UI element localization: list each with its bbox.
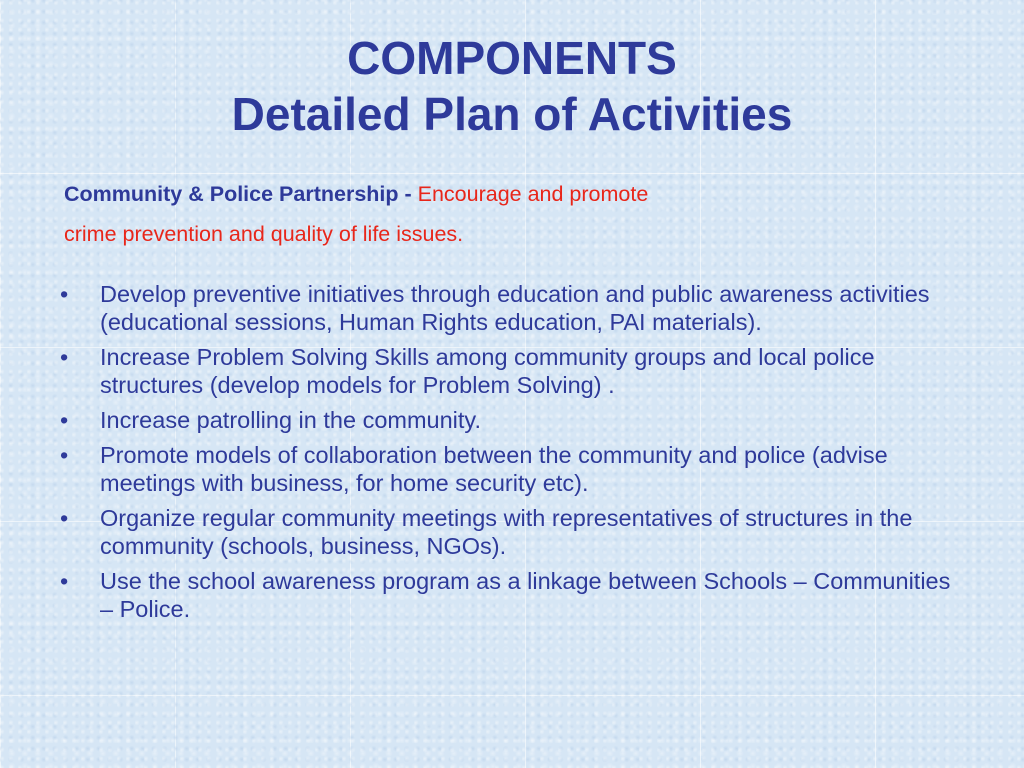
- title-line-1: COMPONENTS: [347, 32, 677, 84]
- list-item: [60, 441, 965, 497]
- list-item-text: Increase patrolling in the community.: [100, 407, 481, 433]
- list-item-text: Increase Problem Solving Skills among community groups and local police structures (develop models for Problem Solving) .: [100, 344, 875, 398]
- list-item-text: Use the school awareness program as a linkage between Schools – Communities – Police.: [100, 568, 951, 622]
- subtitle-desc-line-2: crime prevention and quality of life issues.: [64, 222, 464, 246]
- list-item-text: Organize regular community meetings with representatives of structures in the community (schools, business, NGOs).: [100, 505, 913, 559]
- list-item: [60, 406, 965, 434]
- title-line-2: Detailed Plan of Activities: [231, 88, 793, 140]
- bullet-icon: •: [60, 344, 69, 370]
- bullet-icon: •: [60, 442, 69, 468]
- bullet-icon: •: [60, 281, 69, 307]
- subtitle-desc-line-1: Encourage and promote: [417, 182, 649, 206]
- activity-list: [60, 280, 965, 630]
- list-item: [60, 280, 965, 336]
- list-item-text: Promote models of collaboration between the community and police (advise meetings with business, for home security etc).: [100, 442, 888, 496]
- list-item-text: Develop preventive initiatives through education and public awareness activities (educational sessions, Human Rights education, PAI materials).: [100, 281, 930, 335]
- slide-title: [0, 30, 1024, 142]
- list-item: [60, 343, 965, 399]
- subtitle-lead: Community & Police Partnership -: [64, 182, 418, 206]
- section-subtitle: [64, 174, 924, 254]
- bullet-icon: •: [60, 407, 69, 433]
- bullet-icon: •: [60, 505, 69, 531]
- bullet-icon: •: [60, 568, 69, 594]
- list-item: [60, 504, 965, 560]
- list-item: [60, 567, 965, 623]
